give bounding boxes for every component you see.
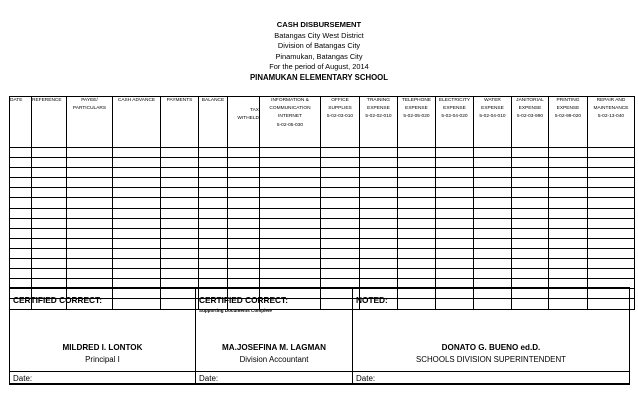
table-cell[interactable] bbox=[67, 248, 113, 258]
signatory-position: SCHOOLS DIVISION SUPERINTENDENT bbox=[416, 355, 566, 364]
date-field-superintendent[interactable]: Date: bbox=[356, 374, 376, 383]
table-cell[interactable] bbox=[113, 228, 161, 238]
table-cell[interactable] bbox=[10, 178, 32, 188]
table-cell[interactable] bbox=[398, 208, 436, 218]
table-cell[interactable] bbox=[199, 238, 228, 248]
table-cell[interactable] bbox=[32, 248, 67, 258]
table-cell[interactable] bbox=[260, 178, 321, 188]
table-cell[interactable] bbox=[32, 188, 67, 198]
table-cell[interactable] bbox=[67, 269, 113, 279]
table-cell[interactable] bbox=[360, 228, 398, 238]
table-cell[interactable] bbox=[161, 218, 199, 228]
header-line: Batangas City West District bbox=[274, 30, 364, 40]
table-cell[interactable] bbox=[228, 238, 260, 248]
table-cell[interactable] bbox=[161, 259, 199, 269]
table-row bbox=[10, 259, 635, 269]
table-cell[interactable] bbox=[10, 238, 32, 248]
table-cell[interactable] bbox=[321, 188, 360, 198]
table-cell[interactable] bbox=[398, 178, 436, 188]
table-cell[interactable] bbox=[113, 158, 161, 168]
table-cell[interactable] bbox=[199, 148, 228, 158]
table-cell[interactable] bbox=[512, 188, 549, 198]
table-cell[interactable] bbox=[199, 218, 228, 228]
table-cell[interactable] bbox=[360, 248, 398, 258]
table-cell[interactable] bbox=[360, 269, 398, 279]
table-cell[interactable] bbox=[436, 198, 474, 208]
col-header-janitorial: JANITORIAL EXPENSE 5-02-03-990 bbox=[512, 97, 549, 148]
table-cell[interactable] bbox=[321, 158, 360, 168]
table-row bbox=[10, 188, 635, 198]
header-line: Pinamukan, Batangas City bbox=[275, 51, 363, 61]
col-header-date: DATE bbox=[10, 97, 32, 148]
table-cell[interactable] bbox=[436, 228, 474, 238]
table-cell[interactable] bbox=[67, 218, 113, 228]
table-cell[interactable] bbox=[436, 238, 474, 248]
table-cell[interactable] bbox=[360, 238, 398, 248]
table-cell[interactable] bbox=[512, 148, 549, 158]
signatory-certified-accountant bbox=[196, 288, 353, 383]
table-row bbox=[10, 238, 635, 248]
table-cell[interactable] bbox=[321, 168, 360, 178]
table-cell[interactable] bbox=[67, 158, 113, 168]
table-cell[interactable] bbox=[588, 259, 635, 269]
table-cell[interactable] bbox=[113, 259, 161, 269]
table-cell[interactable] bbox=[474, 208, 512, 218]
disbursement-table bbox=[9, 96, 635, 310]
signatory-position: Division Accountant bbox=[239, 355, 309, 364]
table-cell[interactable] bbox=[512, 208, 549, 218]
table-cell[interactable] bbox=[161, 238, 199, 248]
col-header-office-supplies: OFFICE SUPPLIES 5-02-03-010 bbox=[321, 97, 360, 148]
table-cell[interactable] bbox=[260, 198, 321, 208]
table-cell[interactable] bbox=[199, 228, 228, 238]
table-cell[interactable] bbox=[161, 158, 199, 168]
table-cell[interactable] bbox=[474, 158, 512, 168]
table-cell[interactable] bbox=[588, 158, 635, 168]
table-cell[interactable] bbox=[436, 178, 474, 188]
table-cell[interactable] bbox=[512, 228, 549, 238]
date-field-accountant[interactable]: Date: bbox=[196, 372, 353, 384]
table-cell[interactable] bbox=[260, 218, 321, 228]
table-cell[interactable] bbox=[199, 208, 228, 218]
table-cell[interactable] bbox=[113, 248, 161, 258]
table-cell[interactable] bbox=[398, 259, 436, 269]
table-cell[interactable] bbox=[512, 238, 549, 248]
table-cell[interactable] bbox=[32, 168, 67, 178]
table-cell[interactable] bbox=[474, 228, 512, 238]
table-cell[interactable] bbox=[360, 148, 398, 158]
table-row bbox=[10, 269, 635, 279]
table-cell[interactable] bbox=[161, 148, 199, 158]
table-cell[interactable] bbox=[588, 228, 635, 238]
table-cell[interactable] bbox=[321, 178, 360, 188]
table-cell[interactable] bbox=[10, 148, 32, 158]
table-cell[interactable] bbox=[512, 178, 549, 188]
table-cell[interactable] bbox=[549, 198, 588, 208]
table-cell[interactable] bbox=[436, 218, 474, 228]
table-cell[interactable] bbox=[228, 148, 260, 158]
table-cell[interactable] bbox=[260, 168, 321, 178]
table-cell[interactable] bbox=[260, 269, 321, 279]
table-cell[interactable] bbox=[10, 269, 32, 279]
table-row bbox=[10, 158, 635, 168]
table-cell[interactable] bbox=[228, 198, 260, 208]
table-cell[interactable] bbox=[10, 248, 32, 258]
table-cell[interactable] bbox=[588, 148, 635, 158]
table-cell[interactable] bbox=[398, 269, 436, 279]
table-cell[interactable] bbox=[588, 198, 635, 208]
table-cell[interactable] bbox=[113, 148, 161, 158]
table-row bbox=[10, 198, 635, 208]
table-cell[interactable] bbox=[260, 259, 321, 269]
table-cell[interactable] bbox=[474, 188, 512, 198]
table-cell[interactable] bbox=[67, 188, 113, 198]
table-cell[interactable] bbox=[161, 168, 199, 178]
date-field-principal[interactable]: Date: bbox=[10, 372, 196, 384]
table-cell[interactable] bbox=[512, 198, 549, 208]
table-cell[interactable] bbox=[549, 259, 588, 269]
table-cell[interactable] bbox=[32, 148, 67, 158]
table-header-row bbox=[10, 97, 635, 148]
table-cell[interactable] bbox=[436, 188, 474, 198]
table-cell[interactable] bbox=[398, 148, 436, 158]
col-header-water: WATER EXPENSE 5-02-04-010 bbox=[474, 97, 512, 148]
table-cell[interactable] bbox=[10, 168, 32, 178]
table-cell[interactable] bbox=[436, 168, 474, 178]
table-cell[interactable] bbox=[161, 208, 199, 218]
table-row bbox=[10, 178, 635, 188]
table-cell[interactable] bbox=[360, 168, 398, 178]
noted-label: NOTED: bbox=[356, 295, 388, 305]
table-cell[interactable] bbox=[512, 248, 549, 258]
school-name: PINAMUKAN ELEMENTARY SCHOOL bbox=[249, 72, 389, 82]
certified-correct-label: CERTIFIED CORRECT: bbox=[199, 295, 288, 305]
signatory-name: DONATO G. BUENO ed.D. bbox=[441, 343, 541, 352]
table-cell[interactable] bbox=[436, 158, 474, 168]
signatory-name: MILDRED I. LONTOK bbox=[62, 343, 143, 352]
table-cell[interactable] bbox=[474, 269, 512, 279]
table-cell[interactable] bbox=[321, 238, 360, 248]
table-cell[interactable] bbox=[360, 188, 398, 198]
col-header-info-comm: INFORMATION & COMMUNICATION INTERNET 5-02-05-030 bbox=[260, 97, 321, 148]
table-row bbox=[10, 248, 635, 258]
table-cell[interactable] bbox=[32, 158, 67, 168]
table-cell[interactable] bbox=[228, 208, 260, 218]
table-cell[interactable] bbox=[67, 208, 113, 218]
table-cell[interactable] bbox=[199, 168, 228, 178]
col-header-telephone: TELEPHONE EXPENSE 5-02-05-020 bbox=[398, 97, 436, 148]
table-row bbox=[10, 148, 635, 158]
table-cell[interactable] bbox=[474, 218, 512, 228]
table-cell[interactable] bbox=[228, 248, 260, 258]
table-cell[interactable] bbox=[588, 238, 635, 248]
table-cell[interactable] bbox=[436, 269, 474, 279]
table-cell[interactable] bbox=[228, 168, 260, 178]
table-cell[interactable] bbox=[67, 259, 113, 269]
table-cell[interactable] bbox=[199, 178, 228, 188]
document-title: CASH DISBURSEMENT bbox=[276, 20, 362, 29]
table-cell[interactable] bbox=[588, 178, 635, 188]
table-cell[interactable] bbox=[321, 269, 360, 279]
table-cell[interactable] bbox=[228, 178, 260, 188]
table-cell[interactable] bbox=[32, 259, 67, 269]
table-row bbox=[10, 208, 635, 218]
table-cell[interactable] bbox=[436, 148, 474, 158]
table-cell[interactable] bbox=[199, 248, 228, 258]
col-header-balance: BALANCE bbox=[199, 97, 228, 148]
table-cell[interactable] bbox=[360, 198, 398, 208]
table-cell[interactable] bbox=[67, 228, 113, 238]
table-cell[interactable] bbox=[436, 208, 474, 218]
certified-correct-label: CERTIFIED CORRECT: bbox=[13, 295, 102, 305]
table-cell[interactable] bbox=[398, 158, 436, 168]
table-cell[interactable] bbox=[67, 178, 113, 188]
date-row bbox=[9, 371, 630, 385]
table-cell[interactable] bbox=[549, 148, 588, 158]
table-cell[interactable] bbox=[260, 148, 321, 158]
table-cell[interactable] bbox=[436, 248, 474, 258]
col-header-tax-withheld: TAX WITHELD bbox=[228, 97, 260, 148]
header-line: For the period of August, 2014 bbox=[269, 62, 369, 72]
table-cell[interactable] bbox=[512, 168, 549, 178]
table-cell[interactable] bbox=[228, 269, 260, 279]
table-cell[interactable] bbox=[398, 228, 436, 238]
table-cell[interactable] bbox=[588, 188, 635, 198]
table-cell[interactable] bbox=[474, 148, 512, 158]
table-cell[interactable] bbox=[588, 269, 635, 279]
table-cell[interactable] bbox=[10, 208, 32, 218]
table-cell[interactable] bbox=[199, 269, 228, 279]
table-cell[interactable] bbox=[474, 259, 512, 269]
document-header bbox=[0, 20, 638, 84]
table-cell[interactable] bbox=[260, 238, 321, 248]
table-cell[interactable] bbox=[228, 228, 260, 238]
table-cell[interactable] bbox=[474, 198, 512, 208]
table-row bbox=[10, 168, 635, 178]
table-cell[interactable] bbox=[260, 158, 321, 168]
table-cell[interactable] bbox=[588, 208, 635, 218]
header-line: Division of Batangas City bbox=[277, 41, 361, 51]
table-cell[interactable] bbox=[512, 269, 549, 279]
col-header-electricity: ELECTRICITY EXPENSE 5-02-04-020 bbox=[436, 97, 474, 148]
table-cell[interactable] bbox=[260, 248, 321, 258]
table-cell[interactable] bbox=[398, 238, 436, 248]
table-cell[interactable] bbox=[549, 218, 588, 228]
signatory-certified-principal bbox=[10, 288, 196, 383]
table-cell[interactable] bbox=[161, 228, 199, 238]
table-row bbox=[10, 228, 635, 238]
table-cell[interactable] bbox=[321, 248, 360, 258]
table-cell[interactable] bbox=[32, 208, 67, 218]
table-cell[interactable] bbox=[321, 259, 360, 269]
table-cell[interactable] bbox=[67, 168, 113, 178]
col-header-payee: PAYEE/ PARTICULARS bbox=[67, 97, 113, 148]
table-cell[interactable] bbox=[549, 228, 588, 238]
table-cell[interactable] bbox=[549, 269, 588, 279]
table-cell[interactable] bbox=[321, 208, 360, 218]
table-cell[interactable] bbox=[474, 238, 512, 248]
table-cell[interactable] bbox=[360, 178, 398, 188]
table-cell[interactable] bbox=[199, 158, 228, 168]
table-cell[interactable] bbox=[512, 218, 549, 228]
table-cell[interactable] bbox=[321, 148, 360, 158]
table-cell[interactable] bbox=[588, 218, 635, 228]
table-cell[interactable] bbox=[549, 158, 588, 168]
table-cell[interactable] bbox=[161, 178, 199, 188]
col-header-training: TRAINING EXPENSE 5-02-02-010 bbox=[360, 97, 398, 148]
table-cell[interactable] bbox=[512, 259, 549, 269]
table-cell[interactable] bbox=[10, 188, 32, 198]
table-cell[interactable] bbox=[199, 198, 228, 208]
table-cell[interactable] bbox=[549, 208, 588, 218]
table-cell[interactable] bbox=[549, 168, 588, 178]
table-cell[interactable] bbox=[67, 238, 113, 248]
table-cell[interactable] bbox=[398, 168, 436, 178]
table-cell[interactable] bbox=[161, 188, 199, 198]
table-cell[interactable] bbox=[113, 198, 161, 208]
col-header-repair: REPAIR AND MAINTENANCE 5-02-13-040 bbox=[588, 97, 635, 148]
table-cell[interactable] bbox=[113, 269, 161, 279]
table-cell[interactable] bbox=[113, 238, 161, 248]
table-cell[interactable] bbox=[474, 168, 512, 178]
table-cell[interactable] bbox=[228, 188, 260, 198]
table-cell[interactable] bbox=[32, 178, 67, 188]
col-header-payments: PAYMENTS bbox=[161, 97, 199, 148]
table-cell[interactable] bbox=[260, 188, 321, 198]
table-cell[interactable] bbox=[32, 238, 67, 248]
table-body bbox=[10, 148, 635, 310]
signature-block bbox=[9, 287, 630, 384]
table-cell[interactable] bbox=[321, 198, 360, 208]
table-cell[interactable] bbox=[398, 218, 436, 228]
table-cell[interactable] bbox=[360, 208, 398, 218]
table-cell[interactable] bbox=[474, 248, 512, 258]
table-cell[interactable] bbox=[228, 259, 260, 269]
table-cell[interactable] bbox=[113, 168, 161, 178]
table-cell[interactable] bbox=[113, 208, 161, 218]
col-header-reference: REFERENCE bbox=[32, 97, 67, 148]
table-cell[interactable] bbox=[512, 158, 549, 168]
table-cell[interactable] bbox=[10, 198, 32, 208]
table-cell[interactable] bbox=[32, 198, 67, 208]
table-row bbox=[10, 218, 635, 228]
table-cell[interactable] bbox=[10, 158, 32, 168]
table-cell[interactable] bbox=[474, 178, 512, 188]
table-cell[interactable] bbox=[260, 208, 321, 218]
table-cell[interactable] bbox=[321, 228, 360, 238]
table-cell[interactable] bbox=[360, 158, 398, 168]
table-cell[interactable] bbox=[113, 188, 161, 198]
table-cell[interactable] bbox=[161, 248, 199, 258]
table-cell[interactable] bbox=[199, 259, 228, 269]
table-cell[interactable] bbox=[161, 269, 199, 279]
table-cell[interactable] bbox=[10, 218, 32, 228]
table-cell[interactable] bbox=[228, 158, 260, 168]
supporting-documents-note: Supporting Documents Complete bbox=[199, 308, 272, 313]
table-cell[interactable] bbox=[67, 198, 113, 208]
table-cell[interactable] bbox=[161, 198, 199, 208]
table-cell[interactable] bbox=[549, 188, 588, 198]
table-cell[interactable] bbox=[199, 188, 228, 198]
table-cell[interactable] bbox=[398, 248, 436, 258]
signatory-noted-superintendent bbox=[353, 288, 629, 383]
table-cell[interactable] bbox=[10, 228, 32, 238]
table-cell[interactable] bbox=[321, 218, 360, 228]
table-cell[interactable] bbox=[549, 178, 588, 188]
table-cell[interactable] bbox=[32, 269, 67, 279]
table-cell[interactable] bbox=[398, 188, 436, 198]
table-cell[interactable] bbox=[549, 248, 588, 258]
table-cell[interactable] bbox=[10, 259, 32, 269]
table-cell[interactable] bbox=[549, 238, 588, 248]
table-cell[interactable] bbox=[398, 198, 436, 208]
table-cell[interactable] bbox=[228, 218, 260, 228]
signatory-name: MA.JOSEFINA M. LAGMAN bbox=[221, 343, 327, 352]
table-cell[interactable] bbox=[32, 218, 67, 228]
table-cell[interactable] bbox=[436, 259, 474, 269]
table-cell[interactable] bbox=[360, 259, 398, 269]
table-cell[interactable] bbox=[260, 228, 321, 238]
table-cell[interactable] bbox=[113, 178, 161, 188]
col-header-cash-advance: CASH ADVANCE bbox=[113, 97, 161, 148]
table-cell[interactable] bbox=[113, 218, 161, 228]
table-cell[interactable] bbox=[588, 168, 635, 178]
table-cell[interactable] bbox=[67, 148, 113, 158]
col-header-printing: PRINTING EXPENSE 5-02-99-020 bbox=[549, 97, 588, 148]
table-cell[interactable] bbox=[32, 228, 67, 238]
table-cell[interactable] bbox=[360, 218, 398, 228]
table-cell[interactable] bbox=[588, 248, 635, 258]
signatory-position: Principal I bbox=[85, 355, 120, 364]
